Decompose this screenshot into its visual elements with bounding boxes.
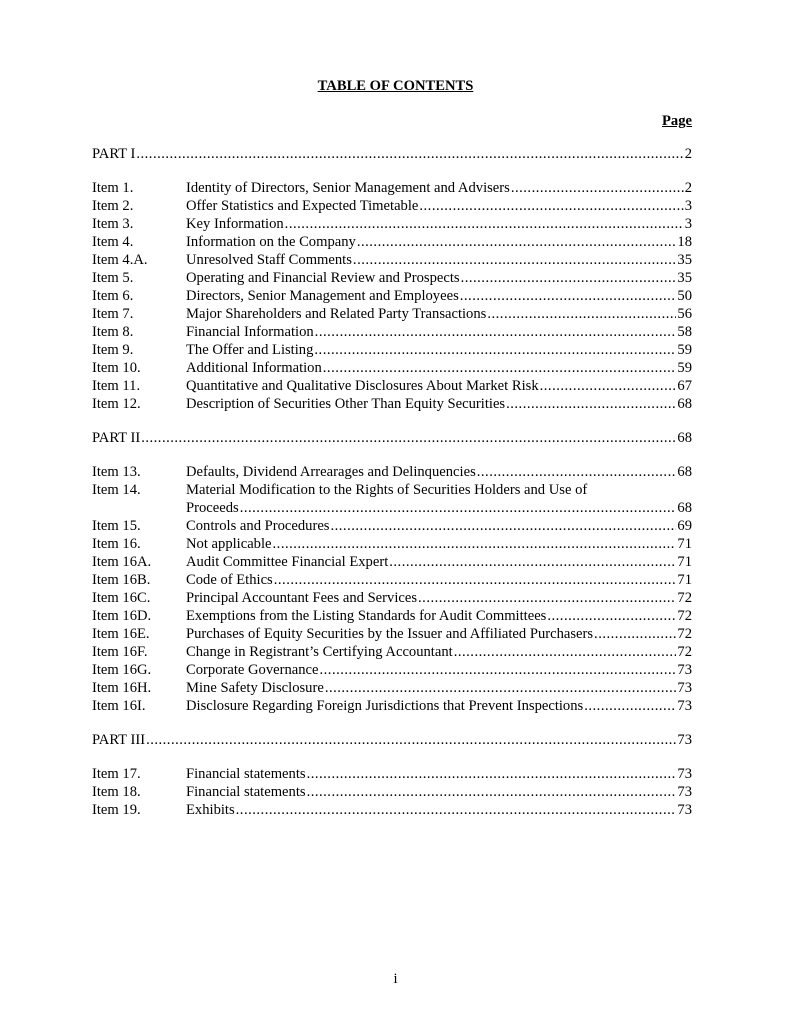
- toc-entry[interactable]: [92, 215, 692, 233]
- entry-title: Key Information: [186, 216, 284, 232]
- item-number: Item 4.: [92, 234, 134, 250]
- entry-title: Directors, Senior Management and Employees: [186, 288, 459, 304]
- entry-title: Identity of Directors, Senior Management and Advisers: [186, 180, 510, 196]
- item-number: Item 16E.: [92, 626, 150, 642]
- dot-leader: [511, 179, 684, 197]
- entry-page: 73: [677, 698, 692, 714]
- toc-entry[interactable]: [92, 179, 692, 197]
- toc-entry[interactable]: [92, 571, 692, 589]
- entry-page: 72: [677, 590, 692, 606]
- entry-title: Description of Securities Other Than Equity Securities: [186, 396, 506, 412]
- entry-page: 68: [677, 464, 692, 480]
- dot-leader: [136, 145, 683, 163]
- item-number: Item 16H.: [92, 680, 152, 696]
- entry-page: 35: [677, 252, 692, 268]
- entry-page: 71: [677, 572, 692, 588]
- item-number: Item 6.: [92, 288, 134, 304]
- entry-page: 58: [677, 324, 692, 340]
- dot-leader: [461, 269, 677, 287]
- dot-leader: [307, 783, 677, 801]
- toc-title: TABLE OF CONTENTS: [317, 78, 474, 94]
- toc-entry[interactable]: [92, 517, 692, 535]
- item-number: Item 11.: [92, 378, 141, 394]
- toc-entry[interactable]: [92, 395, 692, 413]
- item-number: Item 7.: [92, 306, 134, 322]
- toc-entry[interactable]: [92, 197, 692, 215]
- spacer: [92, 413, 692, 429]
- part-heading[interactable]: [92, 429, 692, 447]
- entry-page: 73: [677, 662, 692, 678]
- entry-page: 59: [677, 360, 692, 376]
- toc-entry[interactable]: [92, 341, 692, 359]
- dot-leader: [487, 305, 676, 323]
- item-number: Item 19.: [92, 802, 141, 818]
- dot-leader: [547, 607, 676, 625]
- entry-page: 73: [677, 732, 692, 748]
- dot-leader: [357, 233, 677, 251]
- item-number: Item 9.: [92, 342, 134, 358]
- item-number: Item 14.: [92, 482, 141, 498]
- dot-leader: [419, 197, 683, 215]
- toc-entry[interactable]: [92, 251, 692, 269]
- toc-entry-continued[interactable]: [92, 499, 692, 517]
- entry-page: 50: [677, 288, 692, 304]
- dot-leader: [418, 589, 676, 607]
- entry-page: 68: [677, 500, 692, 516]
- entry-title: Offer Statistics and Expected Timetable: [186, 198, 419, 214]
- dot-leader: [236, 801, 677, 819]
- entry-title: Disclosure Regarding Foreign Jurisdictions that Prevent Inspections: [186, 698, 584, 714]
- toc-entry[interactable]: [92, 377, 692, 395]
- dot-leader: [315, 323, 677, 341]
- entry-page: 72: [677, 608, 692, 624]
- dot-leader: [584, 697, 676, 715]
- dot-leader: [460, 287, 677, 305]
- entry-page: 71: [677, 536, 692, 552]
- toc-entry[interactable]: [92, 463, 692, 481]
- dot-leader: [314, 341, 676, 359]
- entry-page: 3: [684, 216, 692, 232]
- item-number: Item 2.: [92, 198, 134, 214]
- entry-page: 73: [677, 766, 692, 782]
- entry-title: PART III: [92, 732, 146, 748]
- toc-entry[interactable]: [92, 287, 692, 305]
- entry-title: Controls and Procedures: [186, 518, 330, 534]
- toc-entry[interactable]: [92, 589, 692, 607]
- item-number: Item 10.: [92, 360, 141, 376]
- entry-page: 72: [677, 644, 692, 660]
- item-number: Item 16B.: [92, 572, 151, 588]
- dot-leader: [330, 517, 676, 535]
- dot-leader: [320, 661, 677, 679]
- entry-page: 72: [677, 626, 692, 642]
- entry-page: 56: [677, 306, 692, 322]
- toc-entry[interactable]: [92, 359, 692, 377]
- dot-leader: [506, 395, 676, 413]
- toc-entry[interactable]: [92, 607, 692, 625]
- entry-title: Exemptions from the Listing Standards for Audit Committees: [186, 608, 547, 624]
- dot-leader: [240, 499, 677, 517]
- toc-entry[interactable]: [92, 643, 692, 661]
- entry-page: 71: [677, 554, 692, 570]
- item-number: Item 12.: [92, 396, 141, 412]
- toc-entry[interactable]: [92, 553, 692, 571]
- entry-page: 35: [677, 270, 692, 286]
- entry-title: Purchases of Equity Securities by the Issuer and Affiliated Purchasers: [186, 626, 594, 642]
- item-number: Item 16.: [92, 536, 141, 552]
- part-heading[interactable]: [92, 145, 692, 163]
- dot-leader: [307, 765, 677, 783]
- entry-title: Financial Information: [186, 324, 314, 340]
- item-number: Item 16F.: [92, 644, 148, 660]
- part-heading[interactable]: [92, 731, 692, 749]
- toc-entry[interactable]: [92, 697, 692, 715]
- item-number: Item 8.: [92, 324, 134, 340]
- dot-leader: [146, 731, 676, 749]
- dot-leader: [273, 535, 677, 553]
- entry-title: Financial statements: [186, 766, 306, 782]
- dot-leader: [594, 625, 676, 643]
- spacer: [92, 715, 692, 731]
- entry-title: Mine Safety Disclosure: [186, 680, 324, 696]
- item-number: Item 15.: [92, 518, 141, 534]
- entry-page: 73: [677, 784, 692, 800]
- toc-entry[interactable]: [92, 765, 692, 783]
- spacer: [92, 447, 692, 463]
- item-number: Item 18.: [92, 784, 141, 800]
- item-number: Item 16A.: [92, 554, 152, 570]
- item-number: Item 16D.: [92, 608, 152, 624]
- entry-title: Exhibits: [186, 802, 235, 818]
- dot-leader: [540, 377, 677, 395]
- item-number: Item 17.: [92, 766, 141, 782]
- item-number: Item 16C.: [92, 590, 151, 606]
- item-number: Item 16G.: [92, 662, 152, 678]
- toc-entry[interactable]: [92, 269, 692, 287]
- entry-title: Additional Information: [186, 360, 322, 376]
- toc-entry[interactable]: [92, 535, 692, 553]
- toc-entry[interactable]: [92, 801, 692, 819]
- toc-entry[interactable]: [92, 661, 692, 679]
- toc-entry[interactable]: [92, 323, 692, 341]
- entry-title: Operating and Financial Review and Prospects: [186, 270, 460, 286]
- entry-title: Principal Accountant Fees and Services: [186, 590, 418, 606]
- entry-title: Major Shareholders and Related Party Transactions: [186, 306, 487, 322]
- entry-title: Information on the Company: [186, 234, 356, 250]
- spacer: [92, 749, 692, 765]
- entry-page: 2: [684, 146, 692, 162]
- entry-title: Proceeds: [186, 500, 239, 516]
- table-of-contents: [92, 145, 692, 819]
- entry-title: Material Modification to the Rights of Securities Holders and Use of: [186, 482, 588, 498]
- entry-page: 68: [677, 430, 692, 446]
- entry-page: 69: [677, 518, 692, 534]
- entry-page: 3: [684, 198, 692, 214]
- dot-leader: [454, 643, 677, 661]
- entry-title: Change in Registrant’s Certifying Accountant: [186, 644, 453, 660]
- dot-leader: [323, 359, 677, 377]
- entry-title: Unresolved Staff Comments: [186, 252, 352, 268]
- entry-page: 68: [677, 396, 692, 412]
- toc-entry[interactable]: [92, 679, 692, 697]
- dot-leader: [141, 429, 676, 447]
- page-column-header: Page: [662, 113, 692, 129]
- entry-page: 59: [677, 342, 692, 358]
- dot-leader: [274, 571, 677, 589]
- entry-page: 2: [684, 180, 692, 196]
- toc-entry[interactable]: [92, 783, 692, 801]
- dot-leader: [325, 679, 677, 697]
- entry-title: The Offer and Listing: [186, 342, 314, 358]
- entry-title: Corporate Governance: [186, 662, 319, 678]
- page-number: i: [393, 971, 398, 987]
- entry-page: 18: [677, 234, 692, 250]
- entry-page: 73: [677, 802, 692, 818]
- item-number: Item 3.: [92, 216, 134, 232]
- entry-title: Not applicable: [186, 536, 272, 552]
- item-number: [92, 499, 186, 517]
- entry-page: 73: [677, 680, 692, 696]
- toc-entry[interactable]: [92, 233, 692, 251]
- item-number: Item 16I.: [92, 698, 146, 714]
- toc-entry[interactable]: [92, 625, 692, 643]
- toc-entry[interactable]: [92, 305, 692, 323]
- item-number: Item 1.: [92, 180, 134, 196]
- dot-leader: [285, 215, 684, 233]
- entry-page: 67: [677, 378, 692, 394]
- item-number: Item 13.: [92, 464, 141, 480]
- dot-leader: [353, 251, 676, 269]
- entry-title: Defaults, Dividend Arrearages and Delinquencies: [186, 464, 476, 480]
- item-number: Item 4.A.: [92, 252, 148, 268]
- dot-leader: [477, 463, 677, 481]
- entry-title: PART I: [92, 146, 136, 162]
- entry-title: Audit Committee Financial Expert: [186, 554, 389, 570]
- item-number: Item 5.: [92, 270, 134, 286]
- entry-title: Financial statements: [186, 784, 306, 800]
- entry-title: Code of Ethics: [186, 572, 273, 588]
- entry-title: Quantitative and Qualitative Disclosures About Market Risk: [186, 378, 539, 394]
- entry-title: PART II: [92, 430, 141, 446]
- dot-leader: [389, 553, 676, 571]
- spacer: [92, 163, 692, 179]
- toc-entry[interactable]: [92, 481, 692, 499]
